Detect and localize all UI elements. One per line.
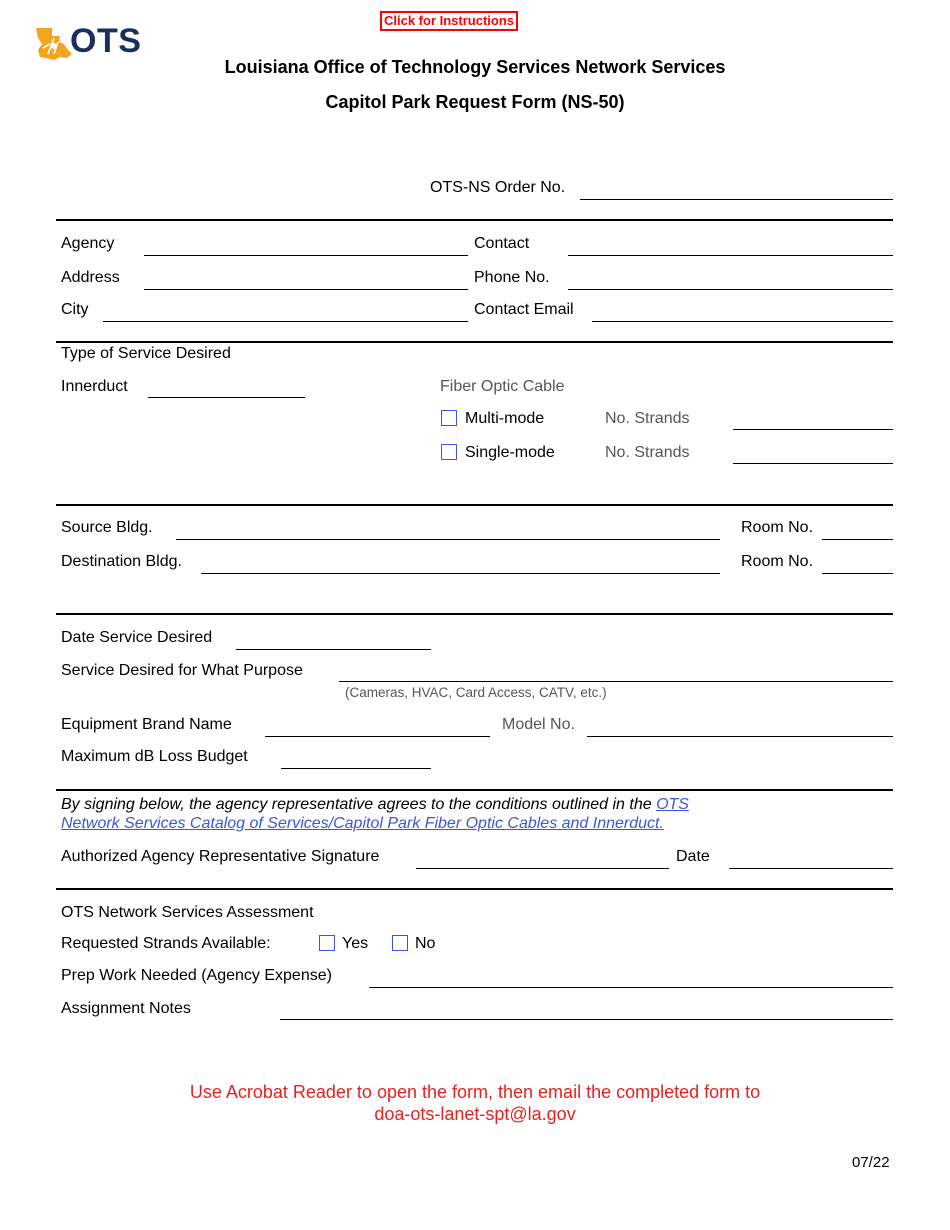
signature-date-field[interactable] [729, 868, 893, 869]
singlemode-checkbox[interactable] [441, 444, 457, 460]
order-number-field[interactable] [580, 199, 893, 200]
section-divider [56, 888, 893, 890]
source-room-field[interactable] [822, 539, 893, 540]
section-divider [56, 341, 893, 343]
instructions-button[interactable]: Click for Instructions [380, 11, 518, 31]
order-number-label: OTS-NS Order No. [430, 179, 566, 196]
destination-room-field[interactable] [822, 573, 893, 574]
signature-date-label: Date [676, 848, 710, 865]
destination-bldg-label: Destination Bldg. [61, 553, 182, 570]
purpose-hint: (Cameras, HVAC, Card Access, CATV, etc.) [345, 685, 607, 700]
destination-room-label: Room No. [741, 553, 814, 570]
innerduct-label: Innerduct [61, 378, 128, 395]
db-loss-field[interactable] [281, 768, 431, 769]
signature-label: Authorized Agency Representative Signature [61, 848, 380, 865]
source-room-label: Room No. [741, 519, 814, 536]
assignment-notes-label: Assignment Notes [61, 1000, 191, 1017]
source-bldg-label: Source Bldg. [61, 519, 153, 536]
agency-field[interactable] [144, 255, 468, 256]
contact-label: Contact [474, 235, 530, 252]
contact-field[interactable] [568, 255, 893, 256]
strands-available-label: Requested Strands Available: [61, 935, 271, 952]
agency-label: Agency [61, 235, 115, 252]
address-label: Address [61, 269, 120, 286]
phone-label: Phone No. [474, 269, 550, 286]
source-bldg-field[interactable] [176, 539, 720, 540]
no-label: No [415, 935, 436, 952]
assignment-notes-field[interactable] [280, 1019, 893, 1020]
innerduct-field[interactable] [148, 397, 305, 398]
assessment-heading: OTS Network Services Assessment [61, 904, 314, 921]
destination-bldg-field[interactable] [201, 573, 720, 574]
contact-email-field[interactable] [592, 321, 893, 322]
contact-email-label: Contact Email [474, 301, 574, 318]
brand-label: Equipment Brand Name [61, 716, 232, 733]
phone-field[interactable] [568, 289, 893, 290]
multimode-strands-label: No. Strands [605, 410, 690, 427]
model-field[interactable] [587, 736, 893, 737]
yes-label: Yes [342, 935, 369, 952]
db-loss-label: Maximum dB Loss Budget [61, 748, 248, 765]
section-divider [56, 219, 893, 221]
date-desired-field[interactable] [236, 649, 431, 650]
prep-work-field[interactable] [369, 987, 893, 988]
section-divider [56, 789, 893, 791]
form-title-line2: Capitol Park Request Form (NS-50) [325, 92, 625, 112]
city-label: City [61, 301, 89, 318]
fiber-optic-heading: Fiber Optic Cable [440, 378, 565, 395]
section-divider [56, 504, 893, 506]
section-divider [56, 613, 893, 615]
purpose-field[interactable] [339, 681, 893, 682]
signature-field[interactable] [416, 868, 669, 869]
singlemode-label: Single-mode [465, 444, 555, 461]
service-type-heading: Type of Service Desired [61, 345, 231, 362]
agreement-text [61, 795, 891, 833]
multimode-label: Multi-mode [465, 410, 545, 427]
footer-instruction-line1: Use Acrobat Reader to open the form, then email the completed form to [189, 1082, 761, 1102]
catalog-link[interactable]: OTS [656, 796, 689, 813]
yes-checkbox[interactable] [319, 935, 335, 951]
multimode-strands-field[interactable] [733, 429, 893, 430]
date-desired-label: Date Service Desired [61, 629, 213, 646]
city-field[interactable] [103, 321, 468, 322]
brand-field[interactable] [265, 736, 490, 737]
footer-email: doa-ots-lanet-spt@la.gov [374, 1104, 576, 1124]
form-revision: 07/22 [852, 1154, 890, 1171]
logo-text: OTS [70, 22, 142, 60]
prep-work-label: Prep Work Needed (Agency Expense) [61, 967, 332, 984]
multimode-checkbox[interactable] [441, 410, 457, 426]
catalog-link-continued[interactable]: Network Services Catalog of Services/Capitol Park Fiber Optic Cables and Innerduct. [61, 815, 664, 832]
address-field[interactable] [144, 289, 468, 290]
model-label: Model No. [502, 716, 575, 733]
form-title-line1: Louisiana Office of Technology Services Network Services [224, 57, 726, 77]
purpose-label: Service Desired for What Purpose [61, 662, 303, 679]
singlemode-strands-field[interactable] [733, 463, 893, 464]
no-checkbox[interactable] [392, 935, 408, 951]
agreement-statement: By signing below, the agency representative agrees to the conditions outlined in the [61, 796, 657, 813]
singlemode-strands-label: No. Strands [605, 444, 690, 461]
